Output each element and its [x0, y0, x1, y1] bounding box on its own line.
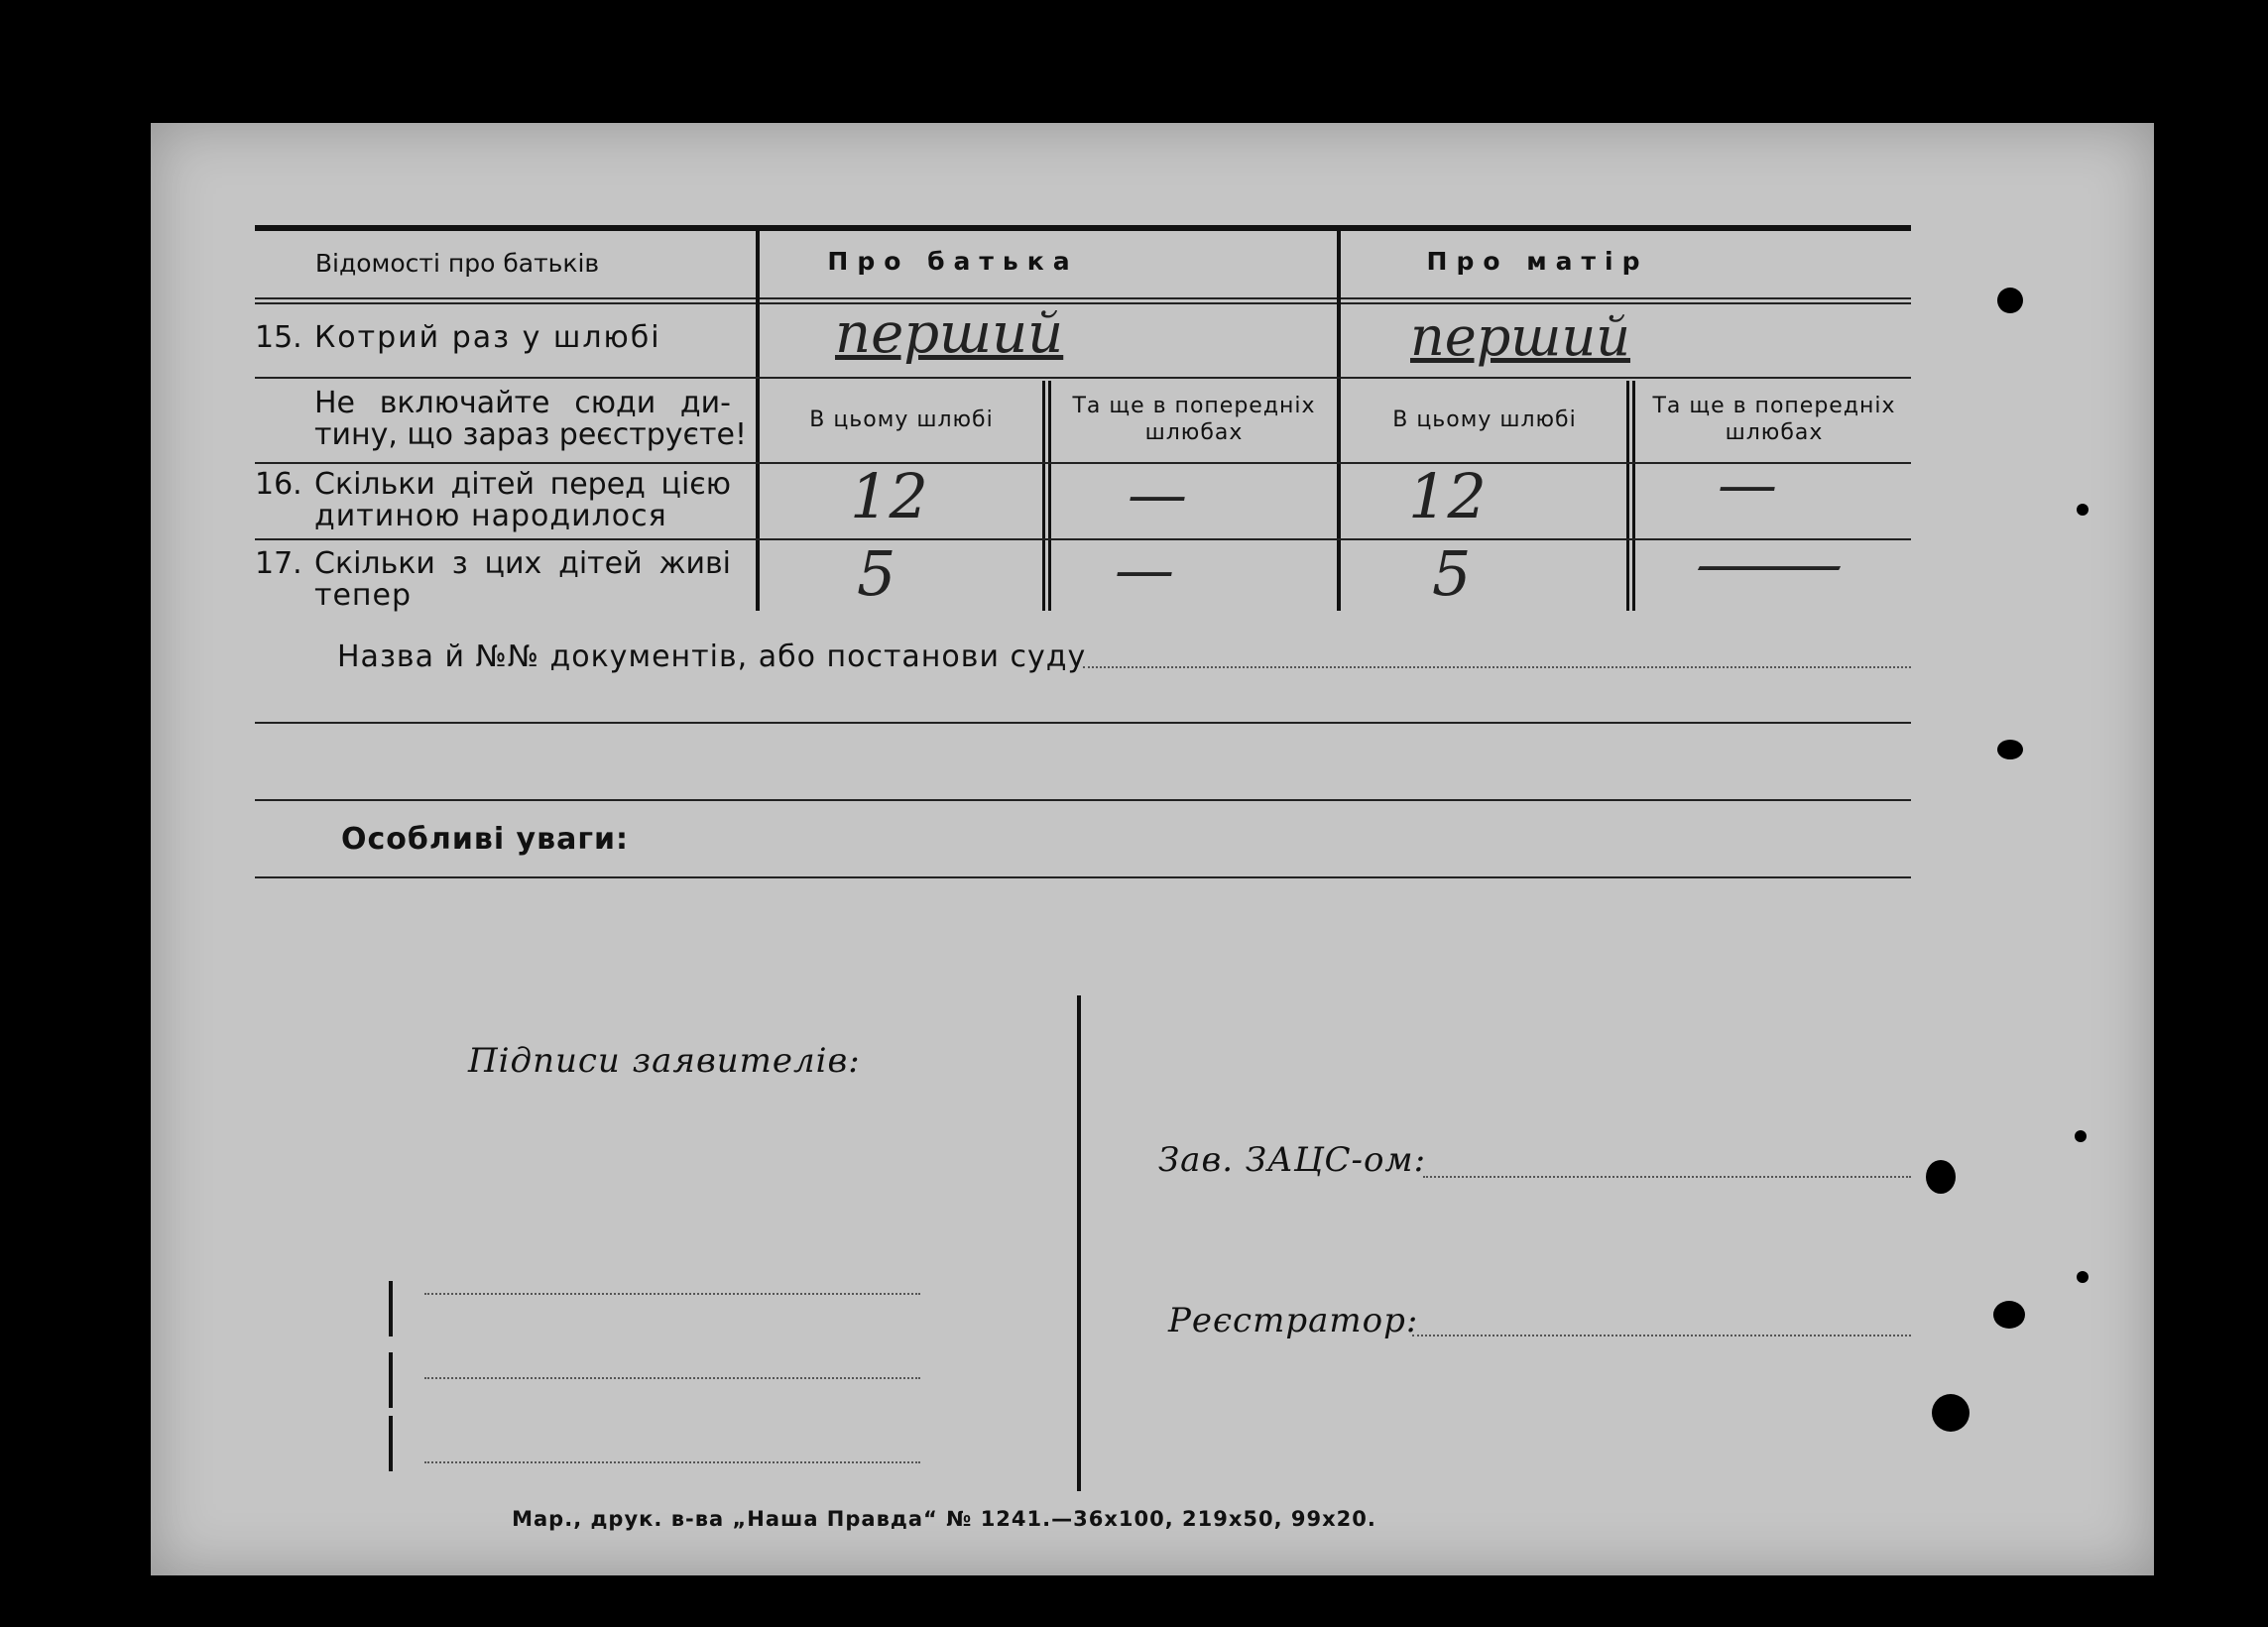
signature-bracket-3	[389, 1416, 393, 1471]
row16-number: 16.	[255, 467, 302, 502]
mother-previous-header-line1: Та ще в попередніх	[1652, 394, 1896, 418]
mother-previous-header-line2: шлюбах	[1725, 420, 1824, 445]
signature-line-3	[424, 1461, 920, 1463]
registrar-line	[1412, 1335, 1911, 1336]
column-rule-1	[756, 230, 760, 611]
row17-line1: Скільки з цих дітей живі	[314, 546, 731, 581]
header-rule	[255, 297, 1911, 304]
row16-father-this: 12	[850, 460, 928, 532]
note-line1: Не включайте сюди ди-	[314, 386, 731, 420]
row17-father-prev: —	[1115, 535, 1174, 605]
row16-line2: дитиною народилося	[314, 499, 667, 533]
row16-mother-prev: —	[1718, 450, 1777, 520]
punch-hole	[2077, 1271, 2089, 1283]
punch-hole	[1997, 288, 2023, 313]
father-previous-header-line2: шлюбах	[1144, 420, 1244, 445]
father-previous-header-line1: Та ще в попередніх	[1072, 394, 1316, 418]
head-of-registry-label: Зав. ЗАЦС-ом:	[1158, 1140, 1427, 1180]
form-sheet	[151, 123, 2154, 1575]
documents-rule-2	[255, 799, 1911, 801]
row17-father-this: 5	[857, 537, 896, 610]
row16-father-prev: —	[1128, 460, 1187, 529]
note-rule	[255, 462, 1911, 464]
punch-hole	[2077, 504, 2089, 516]
row16-line1: Скільки дітей перед цією	[314, 467, 731, 502]
head-of-registry-line	[1423, 1176, 1911, 1178]
documents-label: Назва й №№ документів, або постанови суду	[337, 639, 1087, 674]
header-info: Відомості про батьків	[314, 249, 600, 278]
note-line2: тину, що зараз реєструєте!	[314, 417, 747, 452]
punch-hole	[1926, 1160, 1956, 1194]
documents-rule-1	[255, 722, 1911, 724]
signature-bracket-1	[389, 1281, 393, 1336]
row15-rule	[255, 377, 1911, 379]
signatures-label: Підписи заявителів:	[468, 1041, 861, 1081]
printer-imprint: Мар., друк. в-ва „Наша Правда“ № 1241.—36x100, 219x50, 99x20.	[512, 1507, 1376, 1531]
signatures-divider	[1077, 995, 1081, 1491]
row15-number: 15.	[255, 320, 302, 355]
punch-hole	[2075, 1130, 2087, 1142]
signature-bracket-2	[389, 1352, 393, 1408]
row17-mother-this: 5	[1432, 537, 1472, 610]
registrar-label: Реєстратор:	[1168, 1301, 1419, 1340]
row15-mother-value: перший	[1410, 305, 1631, 368]
sub-column-rule-mother	[1626, 381, 1635, 611]
sub-column-rule-father	[1042, 381, 1051, 611]
header-mother: Про матір	[1426, 247, 1649, 276]
punch-hole	[1997, 740, 2023, 759]
column-rule-2	[1337, 230, 1341, 611]
father-this-marriage-header: В цьому шлюбі	[809, 407, 994, 432]
signature-line-1	[424, 1293, 920, 1295]
documents-dotted-line	[1083, 666, 1911, 668]
row17-line2: тепер	[314, 578, 413, 613]
special-notes-rule	[255, 876, 1911, 878]
row17-number: 17.	[255, 546, 302, 581]
header-father: Про батька	[827, 247, 1079, 276]
row17-mother-prev: —	[1692, 529, 1847, 599]
row15-label: Котрий раз у шлюбі	[314, 320, 661, 355]
punch-hole	[1932, 1394, 1970, 1432]
table-top-rule	[255, 225, 1911, 231]
punch-hole	[1993, 1301, 2025, 1329]
signature-line-2	[424, 1377, 920, 1379]
special-notes-label: Особливі уваги:	[341, 822, 630, 857]
row15-father-value: перший	[835, 301, 1064, 366]
mother-this-marriage-header: В цьому шлюбі	[1392, 407, 1577, 432]
row16-rule	[255, 538, 1911, 540]
row16-mother-this: 12	[1408, 460, 1487, 532]
